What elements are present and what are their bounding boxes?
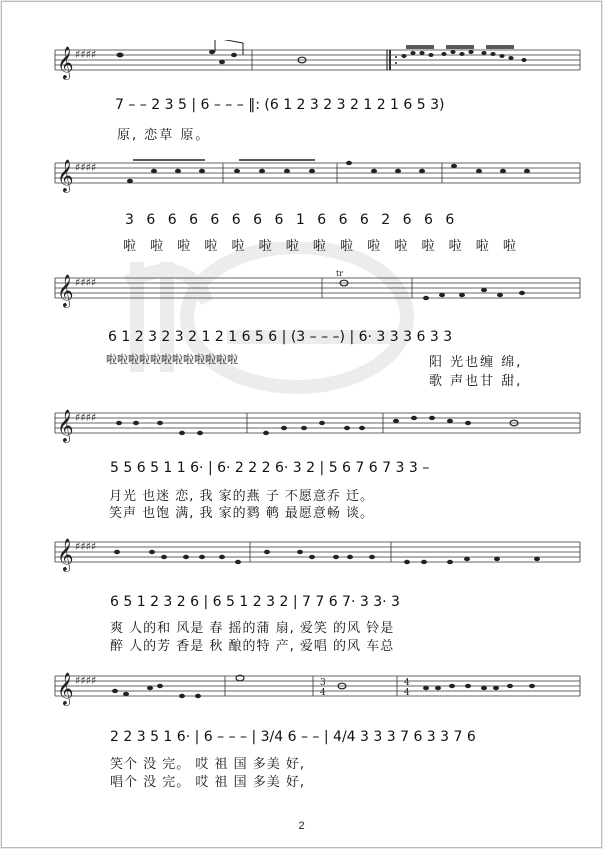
svg-text:♯♯♯♯: ♯♯♯♯ — [75, 276, 97, 289]
svg-text:4: 4 — [404, 688, 410, 698]
svg-text:4: 4 — [320, 688, 326, 698]
lyrics-line-4a: 月光 也迷 恋, 我 家的燕 子 不愿意乔 迁。 — [109, 489, 375, 504]
svg-text:♯♯♯♯: ♯♯♯♯ — [75, 674, 97, 687]
svg-text:4: 4 — [404, 678, 410, 688]
svg-text:3: 3 — [320, 678, 326, 688]
lyrics-line-5b: 醉 人的芳 香是 秋 酿的特 产, 爱唱 的风 车总 — [110, 639, 395, 654]
staff-system-3 — [2, 268, 601, 312]
svg-text:♯♯♯♯: ♯♯♯♯ — [75, 161, 97, 174]
jianpu-line-4: 5 5 6 5 1 1 6· | 6· 2 2 2 6· 3 2 | 5 6 7 6 7 3 3 – — [110, 460, 430, 476]
lyrics-line-6a: 笑个 没 完。 哎 祖 国 多美 好, — [110, 757, 306, 772]
jianpu-line-5: 6 5 1 2 3 2 6 | 6 5 1 2 3 2 | 7 7 6 7· 3 3· 3 — [110, 594, 400, 610]
svg-text:𝄞: 𝄞 — [57, 46, 74, 79]
score-page — [1, 1, 602, 848]
lyrics-line-5a: 爽 人的和 风是 春 摇的蒲 扇, 爱笑 的风 铃是 — [110, 621, 395, 636]
svg-text:♯♯♯♯: ♯♯♯♯ — [75, 540, 97, 553]
jianpu-line-2: 3 6 6 6 6 6 6 6 1 6 6 6 2 6 6 6 — [125, 212, 455, 228]
staff-system-4 — [2, 407, 601, 447]
svg-text:𝄞: 𝄞 — [57, 672, 74, 705]
svg-text:𝄞: 𝄞 — [57, 409, 74, 442]
lyrics-line-6b: 唱个 没 完。 哎 祖 国 多美 好, — [110, 775, 306, 790]
lyrics-line-1: 原, 恋草 原。 — [117, 128, 211, 143]
lyrics-line-3a: 啦啦啦啦啦啦啦啦啦啦啦啦 — [106, 353, 238, 366]
trill-mark: tr — [336, 269, 344, 278]
lyrics-line-2: 啦 啦 啦 啦 啦 啦 啦 啦 啦 啦 啦 啦 啦 啦 啦 — [123, 239, 518, 254]
lyrics-line-4b: 笑声 也饱 满, 我 家的鹨 鹌 最愿意畅 谈。 — [109, 506, 375, 521]
svg-text:𝄞: 𝄞 — [57, 538, 74, 571]
svg-text:♯♯♯♯: ♯♯♯♯ — [75, 411, 97, 424]
svg-text:𝄞: 𝄞 — [57, 274, 74, 307]
staff-system-2 — [2, 157, 601, 197]
jianpu-line-3: 6 1 2 3 2 3 2 1 2 1 6 5 6 | (3 – – –) | 6· 3 3 3 6 3 3 — [108, 329, 453, 345]
svg-text:𝄞: 𝄞 — [57, 159, 74, 192]
lyrics-line-3c: 歌 声也甘 甜, — [429, 374, 523, 389]
staff-system-1 — [2, 40, 601, 98]
staff-system-5 — [2, 532, 601, 572]
jianpu-line-6: 2 2 3 5 1 6· | 6 – – – | 3/4 6 – – | 4/4 3 3 3 7 6 3 3 7 6 — [110, 729, 476, 745]
jianpu-line-1: 7 – – 2 3 5 | 6 – – – ‖: (6 1 2 3 2 3 2 1 2 1 6 5 3) — [115, 97, 445, 113]
page-number: 2 — [298, 820, 305, 832]
svg-text:♯♯♯♯: ♯♯♯♯ — [75, 48, 97, 61]
lyrics-line-3b: 阳 光也缠 绵, — [429, 355, 523, 370]
staff-system-6 — [2, 670, 601, 710]
